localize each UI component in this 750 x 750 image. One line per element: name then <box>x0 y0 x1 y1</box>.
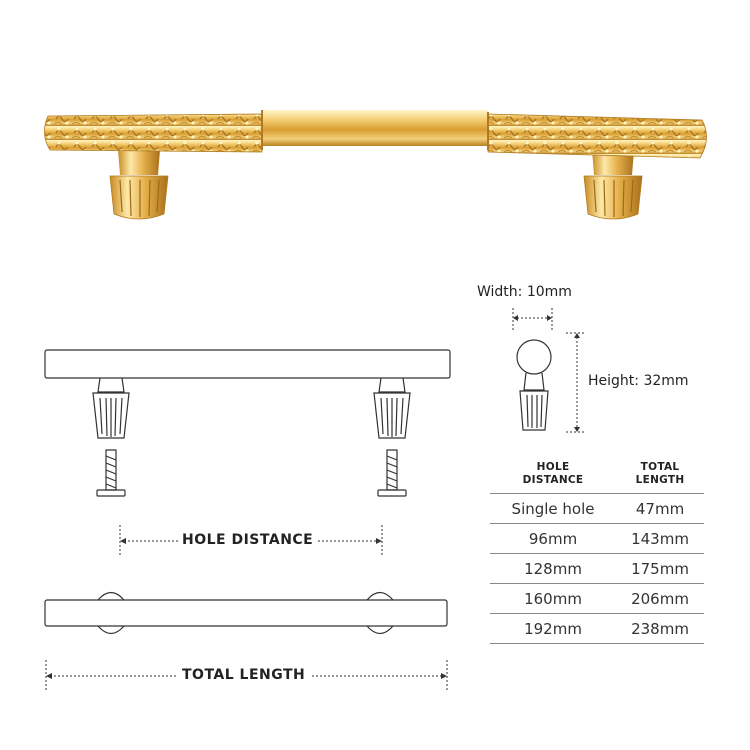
cell-hole-distance: 128mm <box>490 554 616 584</box>
table-row <box>490 524 704 554</box>
table-header-row <box>490 458 704 494</box>
table-row <box>490 554 704 584</box>
screw-left-icon <box>97 450 125 496</box>
top-view-bar <box>45 600 447 626</box>
width-dimension <box>477 284 572 300</box>
cell-total-length: 47mm <box>616 494 704 524</box>
table-row <box>490 494 704 524</box>
screw-right-icon <box>378 450 406 496</box>
table-row <box>490 584 704 614</box>
cell-hole-distance: 192mm <box>490 614 616 644</box>
total-length-label: TOTAL LENGTH <box>178 667 309 683</box>
side-view <box>517 340 551 430</box>
size-spec-table <box>490 458 704 644</box>
width-label: Width: <box>477 284 523 300</box>
height-value: 32mm <box>643 373 689 389</box>
cell-hole-distance: Single hole <box>490 494 616 524</box>
width-value: 10mm <box>526 284 572 300</box>
header-hole-distance: HOLE DISTANCE <box>522 461 584 486</box>
header-total-length: TOTAL LENGTH <box>635 461 685 486</box>
cell-total-length: 238mm <box>616 614 704 644</box>
front-view-right-post <box>374 378 410 438</box>
cell-total-length: 206mm <box>616 584 704 614</box>
height-dimension <box>588 373 689 389</box>
cell-hole-distance: 96mm <box>490 524 616 554</box>
cell-total-length: 143mm <box>616 524 704 554</box>
front-view-bar <box>45 350 450 378</box>
cell-hole-distance: 160mm <box>490 584 616 614</box>
hole-distance-label: HOLE DISTANCE <box>178 532 317 548</box>
height-label: Height: <box>588 373 639 389</box>
table-row <box>490 614 704 644</box>
front-view-left-post <box>93 378 129 438</box>
cell-total-length: 175mm <box>616 554 704 584</box>
top-view-right-base <box>367 593 393 634</box>
top-view-left-base <box>98 593 124 634</box>
